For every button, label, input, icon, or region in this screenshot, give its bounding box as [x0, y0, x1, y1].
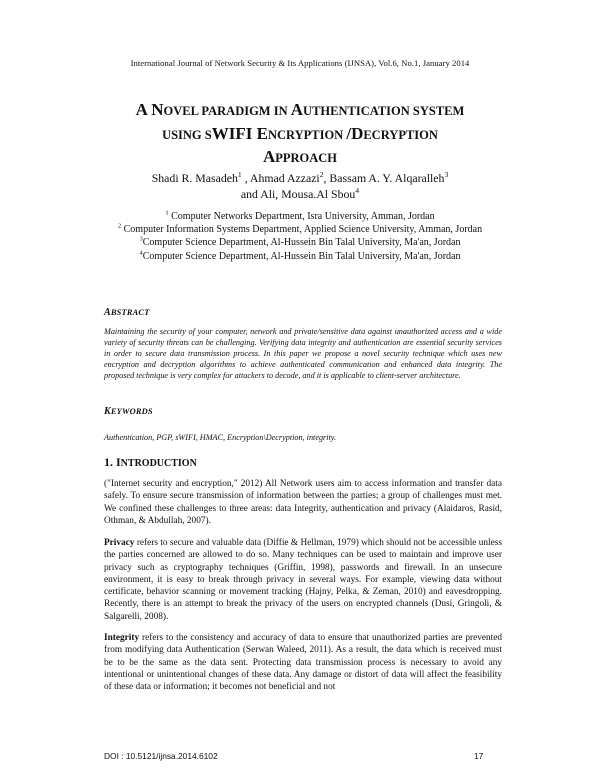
intro-paragraph-2: Privacy refers to secure and valuable data (Diffie & Hellman, 1979) which should not be accessible unless the parties concerned are allowed to do so. Many techniques can be used to maintain and improve user privacy such as cryptography techniques (Griffin, 1998), passwords and firewall. In an unsecure environment, it is easy to break through privacy in several ways. For example, viewing data without certificate, behavior scanning or movement tracking (Hajny, Pelka, & Zeman, 2010) and eavesdropping. Recently, there is an attempt to break the privacy of the users on encrypted channels (Dusi, Gringoli, & Salgarelli, 2008). [104, 538, 502, 622]
affiliation-sup: 1 [165, 209, 169, 217]
author-sup: 4 [355, 186, 360, 196]
footer-doi: DOI : 10.5121/ijnsa.2014.6102 [104, 751, 218, 761]
affiliation-sup: 4 [139, 249, 143, 257]
intro-paragraph-3: Integrity refers to the consistency and accuracy of data to ensure that unauthorized parties are prevented from modifying data Authentication (Serwan Waleed, 2011). As a result, the data which is received must be to be the same as the data sent. Protecting data transmission process is necessary to avoid any intentional or unintentional changes of these data. Any damage or distort of data will affect the feasibility of these data or information; it becomes not beneficial and not [104, 633, 502, 693]
title-segment: UTHENTICATION SYSTEM [303, 104, 465, 118]
abstract-text: Maintaining the security of your computer, network and private/sensitive data against unauthorized access and a wide variety of security threats can be challenging. Verifying data integrity and authentication are essential security services in order to secure data transmission process. In this paper we propose a novel security technique which uses new encryption and decryption algorithms to achieve authenticated communication and enhanced data integrity. The proposed technique is very complex for attackers to decode, and it is applicable to client-server architecture. [104, 327, 502, 380]
affiliation-text: Computer Science Department, Al-Hussein Bin Talal University, Ma'an, Jordan [142, 237, 461, 249]
title-segment: E [256, 123, 268, 143]
title-segment: PPROACH [275, 151, 338, 165]
affiliation-text: Computer Networks Department, Isra University, Amman, Jordan [168, 211, 435, 222]
affiliation [100, 223, 500, 236]
paper-title [80, 99, 520, 170]
intro-paragraph-1: ("Internet security and encryption," 2012) All Network users aim to access information and transfer data safely. To ensure secure transmission of information between the parties; a group of challenges must met. We confined these challenges to three areas: data Integrity, authentication and privacy (Alaidaros, Rasid, Othman, & Abdullah, 2007). [104, 479, 502, 526]
page-number: 17 [474, 751, 484, 761]
title-segment: A [290, 100, 304, 119]
author-name: , Ahmad Azzazi [244, 171, 320, 185]
title-segment: A [262, 147, 276, 166]
section-heading-introduction: 1. INTRODUCTION [104, 455, 197, 469]
keywords-heading: KEYWORDS [104, 406, 153, 417]
affiliation [100, 210, 500, 223]
author-list [0, 170, 600, 202]
author-sup: 2 [319, 170, 324, 180]
running-head: International Journal of Network Security & Its Applications (IJNSA), Vol.6, No.1, January 2014 [130, 58, 470, 68]
title-segment: ECRYPTION [363, 127, 438, 142]
title-segment: WIFI [211, 123, 257, 143]
abstract-heading: ABSTRACT [104, 307, 150, 318]
affiliation [100, 250, 500, 263]
author-name: Shadi R. Masadeh [151, 171, 238, 185]
term-privacy: Privacy [104, 538, 135, 548]
author-name: and Ali, Mousa.Al Sbou [240, 187, 356, 201]
affiliation-text: Computer Science Department, Al-Hussein Bin Talal University, Ma'an, Jordan [142, 250, 461, 262]
author-name: , Bassam A. Y. Alqaralleh [323, 171, 445, 185]
title-line-3 [80, 146, 520, 170]
term-integrity: Integrity [104, 633, 140, 643]
author-line-2 [0, 186, 600, 202]
title-segment: OVEL PARADIGM IN [163, 104, 291, 118]
title-segment: A [135, 100, 152, 119]
keywords-text: Authentication, PGP, sWIFI, HMAC, Encryption\Decryption, integrity. [104, 433, 337, 442]
affiliation-sup: 2 [117, 222, 122, 230]
title-line-2 [80, 123, 520, 147]
title-segment: USING S [162, 127, 212, 142]
affiliation-text: Computer Information Systems Department, Applied Science University, Amman, Jordan [121, 224, 483, 236]
affiliation [100, 236, 500, 249]
author-line-1 [0, 170, 600, 186]
title-segment: NCRYPTION [267, 127, 347, 142]
affiliation-list [100, 210, 500, 263]
title-segment: N [151, 100, 164, 119]
author-sup: 1 [237, 170, 242, 180]
title-segment: /D [346, 123, 364, 143]
author-sup: 3 [444, 170, 449, 180]
title-line-1 [80, 99, 520, 123]
affiliation-sup: 3 [139, 236, 143, 244]
